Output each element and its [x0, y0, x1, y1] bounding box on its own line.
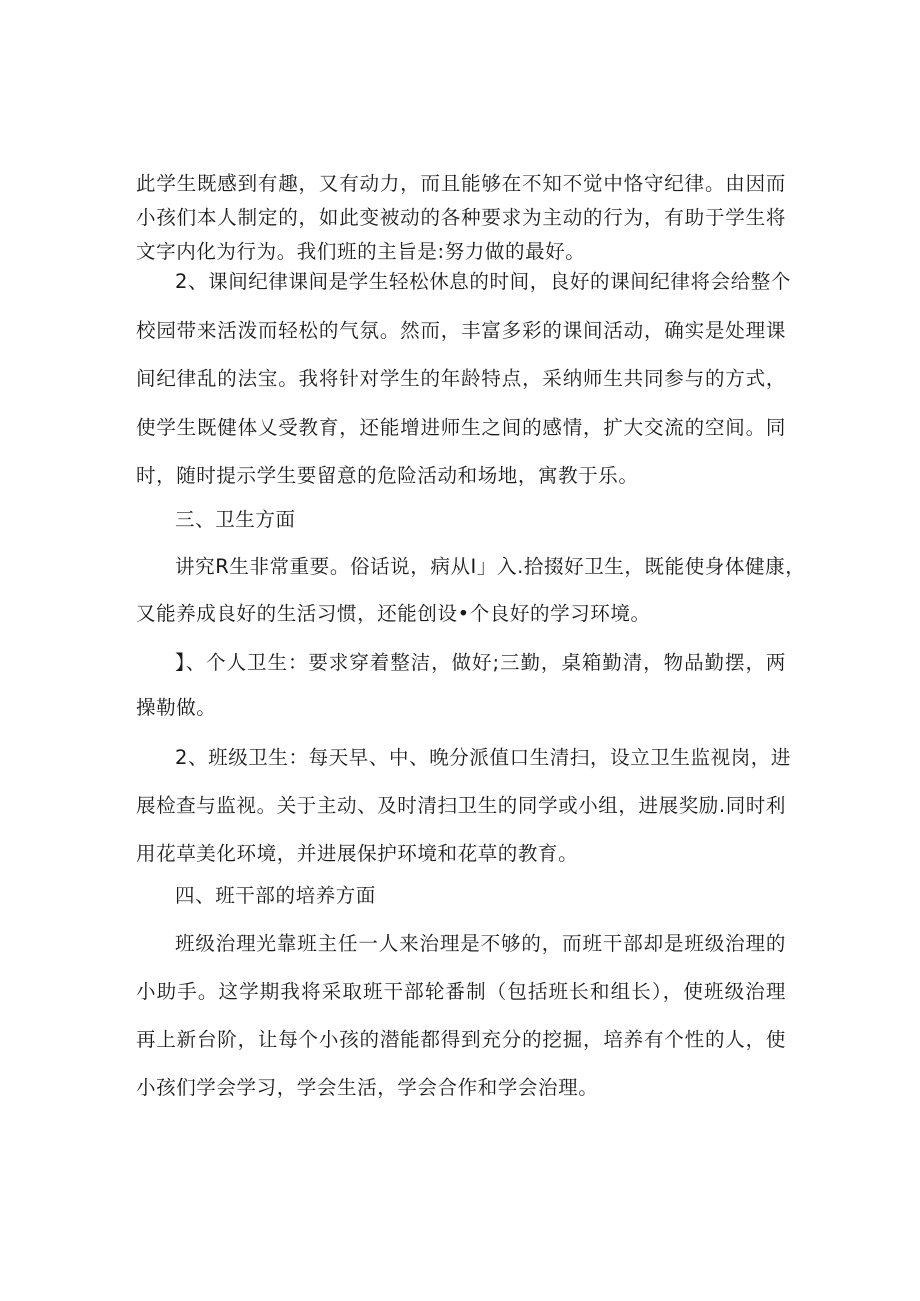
paragraph-line: 间纪律乱的法宝。我将针对学生的年龄特点，采纳师生共同参与的方式， [136, 367, 786, 390]
paragraph-line: 文字内化为行为。我们班的主旨是:努力做的最好。 [136, 240, 586, 263]
paragraph-line: 讲究R生非常重要。俗话说，病从I」入.拾掇好卫生，既能使身体健康， [175, 555, 806, 578]
paragraph-line: 小助手。这学期我将采取班干部轮番制（包括班长和组长），使班级治理 [136, 980, 786, 1003]
paragraph-line: 班级治理光靠班主任一人来治理是不够的，而班干部却是班级治理的 [175, 932, 786, 955]
paragraph-line: 校园带来活泼而轻松的气氛。然而，丰富多彩的课间活动，确实是处理课 [136, 319, 786, 342]
section-heading: 三、卫生方面 [175, 508, 296, 531]
section-heading: 四、班干部的培养方面 [175, 884, 377, 907]
paragraph-line: 用花草美化环境，并进展保护环境和花草的教育。 [136, 842, 579, 865]
paragraph-line: 再上新台阶，让每个小孩的潜能都得到充分的挖掘，培养有个性的人，使 [136, 1028, 786, 1051]
paragraph-line: 展检查与监视。关于主动、及时清扫卫生的同学或小组，进展奖励.同时利 [136, 794, 786, 817]
paragraph-line: 】、个人卫生：要求穿着整洁，做好;三勤，桌箱勤清，物品勤摆，两 [175, 651, 786, 674]
paragraph-line: 小孩们学会学习，学会生活，学会合作和学会治理。 [136, 1076, 599, 1099]
paragraph-line: 又能养成良好的生活习惯，还能创设•个良好的学习环境。 [136, 602, 651, 625]
paragraph-line: 此学生既感到有趣，又有动力，而且能够在不知不觉中恪守纪律。由因而 [136, 172, 786, 195]
paragraph-line: 2、班级卫生：每天早、中、晚分派值口生清扫，设立卫生监视岗，进 [175, 746, 792, 769]
paragraph-line: 时，随时提示学生要留意的危险活动和场地，寓教于乐。 [136, 464, 639, 487]
paragraph-line: 小孩们本人制定的，如此变被动的各种要求为主动的行为，有助于学生将 [136, 206, 786, 229]
paragraph-line: 使学生既健体乂受教育，还能增进师生之间的感情，扩大交流的空间。同 [136, 416, 786, 439]
paragraph-line: 操勒做。 [136, 696, 217, 719]
paragraph-line: 2、课间纪律课间是学生轻松休息的时间，良好的课间纪律将会给整个 [175, 270, 792, 293]
